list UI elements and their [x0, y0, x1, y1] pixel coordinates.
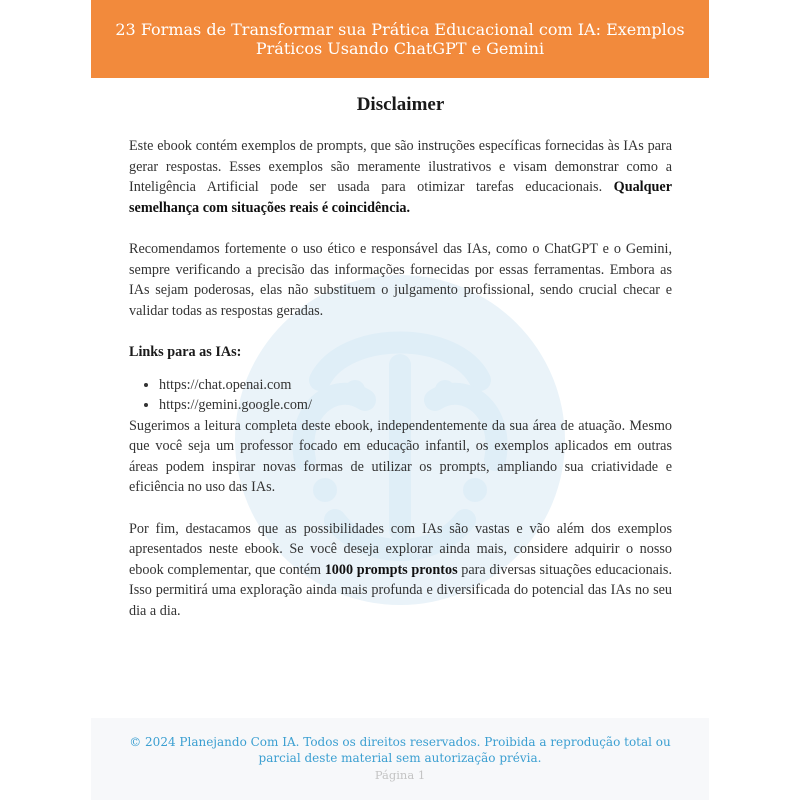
- ebook-title: 23 Formas de Transformar sua Prática Educacional com IA: Exemplos Práticos Usando ChatGPT e Gemini: [115, 20, 685, 58]
- paragraph-closing-text-1: Por fim, destacamos que as possibilidades com IAs são vastas e vão além dos exemplos apresentados neste ebook. Se você deseja explorar ainda mais, considere adquirir o nosso ebook complementar, que contém: [129, 520, 672, 578]
- links-heading: Links para as IAs:: [129, 344, 242, 360]
- links-list: [129, 375, 672, 416]
- link-chatgpt[interactable]: • https://chat.openai.com: [159, 375, 672, 396]
- paragraph-intro-bold: Qualquer semelhança com situações reais é coincidência.: [129, 179, 672, 216]
- paragraph-reading: Sugerimos a leitura completa deste ebook, independentemente da sua área de atuação. Mesmo que você seja um professor focado em educação infantil, os exemplos aplicados em outras áreas podem inspirar novas formas de utilizar os prompts, ampliando sua criatividade e eficiência no uso das IAs.: [129, 417, 672, 495]
- paragraph-closing: [129, 519, 672, 622]
- paragraph-intro-text: Este ebook contém exemplos de prompts, que são instruções específicas fornecidas às IAs para gerar respostas. Esses exemplos são meramente ilustrativos e visam demonstrar como a Inteligência Artificial pode ser usada para otimizar tarefas educacionais.: [129, 138, 672, 195]
- page-header: [91, 0, 709, 78]
- disclaimer-heading: Disclaimer: [356, 94, 445, 115]
- copyright-notice: © 2024 Planejando Com IA. Todos os direitos reservados. Proibida a reprodução total ou parcial deste material sem autorização prévia.: [129, 735, 671, 765]
- page-number: Página 1: [374, 768, 426, 782]
- paragraph-closing-bold: 1000 prompts prontos: [324, 561, 458, 578]
- page-footer: [91, 718, 709, 800]
- paragraph-ethics: Recomendamos fortemente o uso ético e responsável das IAs, como o ChatGPT e o Gemini, sempre verificando a precisão das informações fornecidas por essas ferramentas. Embora as IAs sejam poderosas, elas não substituem o julgamento profissional, sendo crucial checar e validar todas as respostas geradas.: [129, 241, 672, 319]
- paragraph-intro: [129, 136, 672, 218]
- link-gemini[interactable]: • https://gemini.google.com/: [159, 395, 672, 416]
- main-content: [129, 92, 672, 621]
- paragraph-closing-text-2: para diversas situações educacionais. Isso permitirá uma exploração ainda mais profunda e diversificada do potencial das IAs no seu dia a dia.: [129, 561, 672, 619]
